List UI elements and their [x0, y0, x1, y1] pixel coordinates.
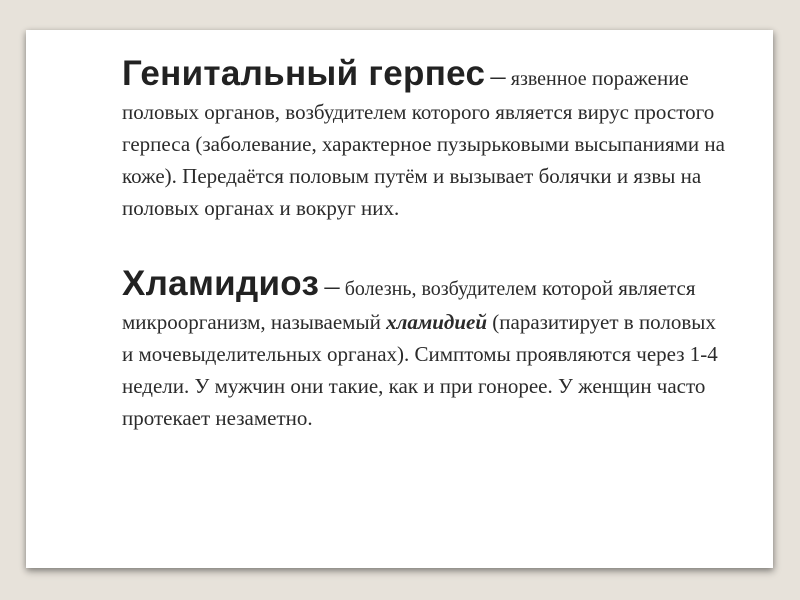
herpes-body: поражение половых органов, возбудителем которого является вирус простого герпеса (заболевание, характерное пузырьковыми высыпаниями на коже). Передаётся половым путём и вызывает болячки и язвы на половых органах и вокруг них.	[122, 66, 725, 220]
chlamydia-dash: –	[324, 269, 340, 302]
herpes-intro: язвенное	[510, 68, 587, 90]
slide	[26, 30, 773, 568]
chlamydia-body-end: (паразитирует в половых и мочевыделительных органах). Симптомы проявляются через 1-4 недели. У мужчин они такие, как и при гонорее. У женщин часто протекает незаметно.	[122, 310, 718, 430]
herpes-paragraph	[122, 52, 732, 224]
chlamydia-intro: болезнь, возбудителем	[344, 278, 537, 300]
chlamydia-term: Хламидиоз	[122, 264, 320, 303]
chlamydia-emphasis: хламидией	[386, 310, 488, 334]
chlamydia-paragraph	[122, 262, 732, 434]
herpes-term: Генитальный герпес	[122, 54, 486, 93]
chlamydia-body-start: которой является микроорганизм, называемый	[122, 276, 696, 334]
slide-content	[122, 52, 732, 434]
herpes-dash: –	[490, 59, 506, 92]
